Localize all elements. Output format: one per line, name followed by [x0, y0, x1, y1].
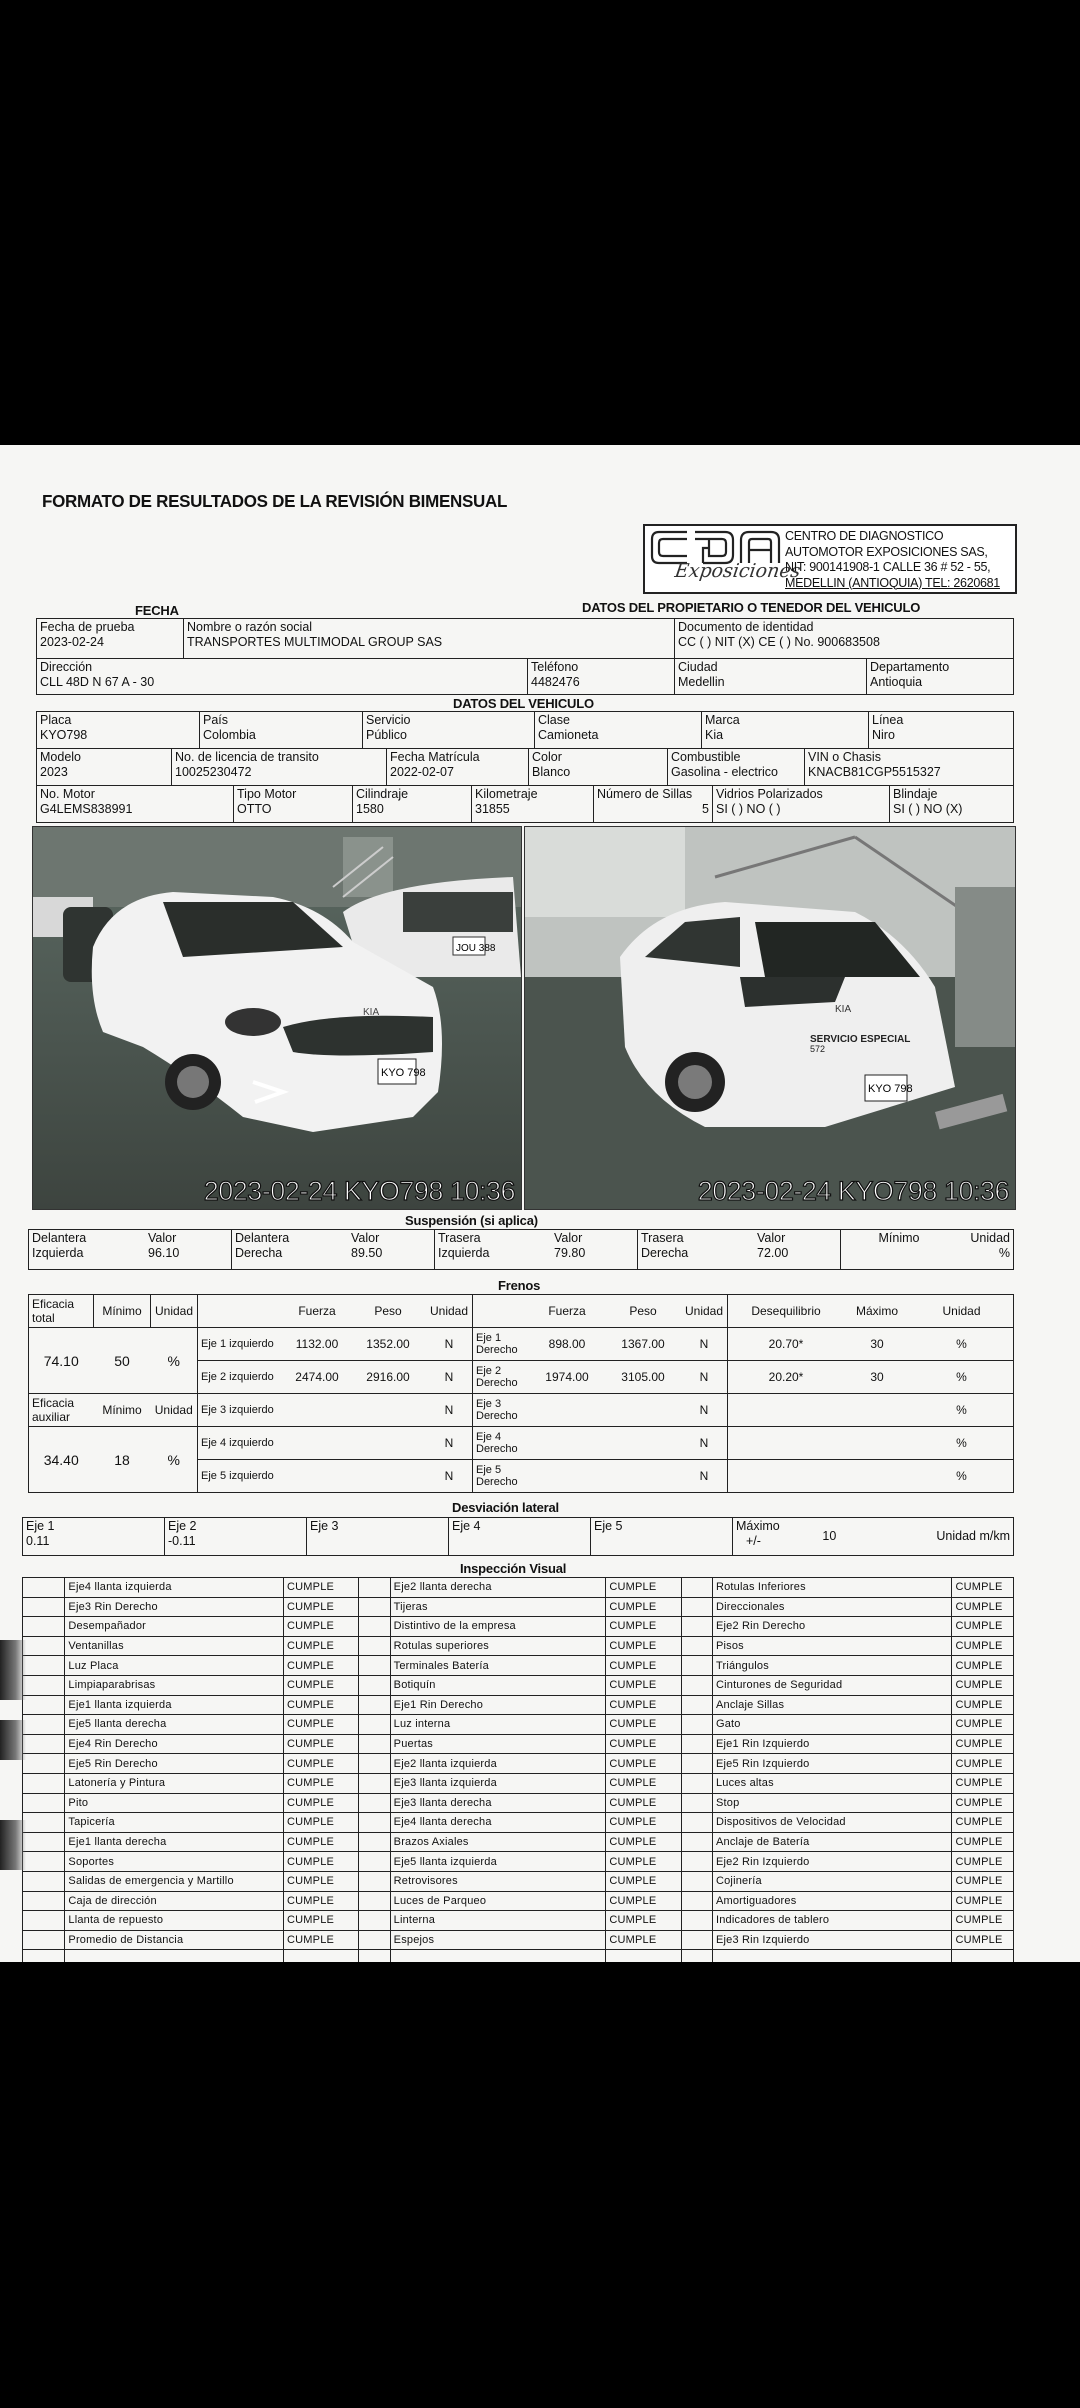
- header-peso-left: Peso: [350, 1295, 426, 1328]
- eficacia-auxiliar-minimo: 18: [94, 1427, 151, 1493]
- inspection-result: CUMPLE: [952, 1911, 1014, 1931]
- inspection-item: Luz interna: [390, 1715, 606, 1735]
- inspection-item: Salidas de emergencia y Martillo: [65, 1871, 284, 1891]
- page-edge-shadow: [0, 1640, 26, 1700]
- eficacia-total-minimo: 50: [94, 1328, 151, 1394]
- header-maximo: Máximo: [844, 1295, 910, 1328]
- logo-line: CENTRO DE DIAGNOSTICO: [785, 529, 944, 543]
- left-unit: N: [426, 1361, 473, 1394]
- right-fuerza: [529, 1460, 605, 1493]
- suspension-value: Valor 89.50: [348, 1230, 435, 1270]
- eficacia-auxiliar-label: Eficacia auxiliar: [29, 1394, 94, 1427]
- left-peso: 2916.00: [350, 1361, 426, 1394]
- inspection-result: CUMPLE: [284, 1813, 359, 1833]
- lateral-axle: Eje 5: [591, 1518, 733, 1556]
- inspection-result: CUMPLE: [284, 1773, 359, 1793]
- inspection-row: [23, 1793, 1014, 1813]
- desequilibrio-value: 20.70*: [728, 1328, 845, 1361]
- inspection-result: CUMPLE: [284, 1754, 359, 1774]
- inspection-item: Eje2 Rin Derecho: [712, 1617, 951, 1637]
- inspection-row: [23, 1813, 1014, 1833]
- photo-timestamp: 2023-02-24 KYO798 10:36: [697, 1176, 1009, 1206]
- inspection-result: CUMPLE: [952, 1773, 1014, 1793]
- field-documento: Documento de identidad CC ( ) NIT (X) CE ( ) No. 900683508: [675, 619, 1014, 659]
- section-inspeccion: Inspección Visual: [460, 1561, 567, 1576]
- inspection-item: Eje5 Rin Derecho: [65, 1754, 284, 1774]
- suspension-value: Valor 79.80: [551, 1230, 638, 1270]
- inspection-item: Eje4 llanta izquierda: [65, 1578, 284, 1598]
- inspection-result: CUMPLE: [606, 1911, 681, 1931]
- field-color: Color Blanco: [529, 749, 668, 786]
- left-fuerza: [284, 1394, 350, 1427]
- inspection-result: CUMPLE: [952, 1832, 1014, 1852]
- inspection-item: Indicadores de tablero: [712, 1911, 951, 1931]
- inspection-item: Luz Placa: [65, 1656, 284, 1676]
- brake-axle-row: [29, 1328, 1014, 1361]
- right-fuerza: [529, 1394, 605, 1427]
- inspection-item: Anclaje Sillas: [712, 1695, 951, 1715]
- photo-timestamp: 2023-02-24 KYO798 10:36: [203, 1176, 515, 1206]
- inspection-row: [23, 1891, 1014, 1911]
- deseq-unit: %: [910, 1394, 1014, 1427]
- inspection-result: CUMPLE: [952, 1715, 1014, 1735]
- vehicle-table-row2: [36, 748, 1014, 786]
- inspection-row: [23, 1911, 1014, 1931]
- field-modelo: Modelo 2023: [37, 749, 172, 786]
- inspection-result: CUMPLE: [952, 1597, 1014, 1617]
- page-edge-shadow: [0, 1720, 26, 1760]
- inspection-item: Soportes: [65, 1852, 284, 1872]
- right-peso: [605, 1427, 681, 1460]
- inspection-result: CUMPLE: [952, 1578, 1014, 1598]
- inspection-result: CUMPLE: [606, 1891, 681, 1911]
- lateral-maximo-value: 10: [809, 1518, 850, 1556]
- inspection-table: [22, 1577, 1014, 1970]
- inspection-result: CUMPLE: [284, 1871, 359, 1891]
- inspection-result: CUMPLE: [606, 1695, 681, 1715]
- inspection-row: [23, 1578, 1014, 1598]
- inspection-item: Tijeras: [390, 1597, 606, 1617]
- inspection-item: Anclaje de Batería: [712, 1832, 951, 1852]
- left-axle-label: Eje 1 izquierdo: [198, 1328, 285, 1361]
- inspection-row: [23, 1832, 1014, 1852]
- field-clase: Clase Camioneta: [535, 712, 702, 749]
- header-fuerza-right: Fuerza: [529, 1295, 605, 1328]
- maximo-value: 30: [844, 1361, 910, 1394]
- inspection-result: CUMPLE: [606, 1813, 681, 1833]
- inspection-row: [23, 1617, 1014, 1637]
- inspection-item: Cojinería: [712, 1871, 951, 1891]
- inspection-result: CUMPLE: [284, 1617, 359, 1637]
- header-unidad-deseq: Unidad: [910, 1295, 1014, 1328]
- right-axle-label: Eje 4 Derecho: [473, 1427, 530, 1460]
- desequilibrio-value: [728, 1394, 845, 1427]
- brake-axle-row: [29, 1427, 1014, 1460]
- field-ciudad: Ciudad Medellin: [675, 659, 867, 695]
- inspection-result: CUMPLE: [606, 1734, 681, 1754]
- inspection-item: Eje2 llanta derecha: [390, 1578, 606, 1598]
- inspection-result: CUMPLE: [606, 1793, 681, 1813]
- lateral-unidad: Unidad m/km: [850, 1518, 1014, 1556]
- inspection-item: Puertas: [390, 1734, 606, 1754]
- eficacia-total-unidad: %: [151, 1328, 198, 1394]
- vehicle-table-row1: [36, 711, 1014, 749]
- left-unit: N: [426, 1460, 473, 1493]
- inspection-result: CUMPLE: [606, 1656, 681, 1676]
- inspection-item: Caja de dirección: [65, 1891, 284, 1911]
- inspection-row: [23, 1675, 1014, 1695]
- eficacia-total-value: 74.10: [29, 1328, 94, 1394]
- page-edge-shadow: [0, 1820, 26, 1870]
- field-vidrios: Vidrios Polarizados SI ( ) NO ( ): [713, 786, 890, 823]
- inspection-result: CUMPLE: [284, 1656, 359, 1676]
- lateral-axle: Eje 3: [307, 1518, 449, 1556]
- inspection-item: Eje3 llanta derecha: [390, 1793, 606, 1813]
- logo-line: MEDELLIN (ANTIOQUIA) TEL: 2620681: [785, 575, 1000, 590]
- field-cilindraje: Cilindraje 1580: [353, 786, 472, 823]
- field-linea: Línea Niro: [869, 712, 1014, 749]
- right-axle-label: Eje 2 Derecho: [473, 1361, 530, 1394]
- inspection-row: [23, 1754, 1014, 1774]
- vehicle-photo-rear: [524, 826, 1016, 1210]
- inspection-item: Eje1 llanta derecha: [65, 1832, 284, 1852]
- inspection-item: Eje3 Rin Izquierdo: [712, 1930, 951, 1950]
- suspension-value: Valor 72.00: [754, 1230, 841, 1270]
- inspection-result: CUMPLE: [284, 1930, 359, 1950]
- deseq-unit: %: [910, 1361, 1014, 1394]
- inspection-item: Brazos Axiales: [390, 1832, 606, 1852]
- right-peso: 3105.00: [605, 1361, 681, 1394]
- section-vehiculo: DATOS DEL VEHICULO: [453, 696, 594, 711]
- inspection-result: CUMPLE: [606, 1773, 681, 1793]
- rear-car-image: [525, 827, 1015, 1209]
- cda-logo-box: [643, 524, 1017, 594]
- field-combustible: Combustible Gasolina - electrico: [668, 749, 805, 786]
- inspection-item: Eje2 llanta izquierda: [390, 1754, 606, 1774]
- inspection-result: CUMPLE: [952, 1871, 1014, 1891]
- inspection-result: CUMPLE: [284, 1852, 359, 1872]
- inspection-result: CUMPLE: [284, 1832, 359, 1852]
- inspection-result: CUMPLE: [606, 1871, 681, 1891]
- inspection-item: Eje1 Rin Derecho: [390, 1695, 606, 1715]
- left-peso: [350, 1460, 426, 1493]
- right-axle-label: Eje 1 Derecho: [473, 1328, 530, 1361]
- inspection-item: Luces de Parqueo: [390, 1891, 606, 1911]
- field-sillas: Número de Sillas 5: [594, 786, 713, 823]
- eficacia-auxiliar-unidad: %: [151, 1427, 198, 1493]
- rear-number-text: 572: [810, 1044, 826, 1054]
- section-suspension: Suspensión (si aplica): [405, 1213, 538, 1228]
- rear-brand-text: KIA: [835, 1004, 852, 1015]
- logo-line: NIT: 900141908-1 CALLE 36 # 52 - 55,: [785, 560, 991, 574]
- front-plate-text: KYO 798: [381, 1067, 426, 1079]
- inspection-result: CUMPLE: [952, 1675, 1014, 1695]
- right-unit: N: [681, 1394, 728, 1427]
- vehicle-photo-front: [32, 826, 522, 1210]
- inspection-result: CUMPLE: [284, 1636, 359, 1656]
- left-axle-label: Eje 5 izquierdo: [198, 1460, 285, 1493]
- inspection-result: CUMPLE: [606, 1832, 681, 1852]
- inspection-result: CUMPLE: [952, 1754, 1014, 1774]
- field-placa: Placa KYO798: [37, 712, 200, 749]
- inspection-row: [23, 1773, 1014, 1793]
- inspection-result: CUMPLE: [284, 1734, 359, 1754]
- inspection-item: Linterna: [390, 1911, 606, 1931]
- right-axle-label: Eje 3 Derecho: [473, 1394, 530, 1427]
- maximo-value: [844, 1427, 910, 1460]
- inspection-item: Limpiaparabrisas: [65, 1675, 284, 1695]
- inspection-result: CUMPLE: [606, 1636, 681, 1656]
- inspection-item: Botiquín: [390, 1675, 606, 1695]
- inspection-item: Eje2 Rin Izquierdo: [712, 1852, 951, 1872]
- inspection-row: [23, 1930, 1014, 1950]
- front-brand-text: KIA: [363, 1007, 380, 1018]
- inspection-result: CUMPLE: [952, 1656, 1014, 1676]
- suspension-position: Delantera Derecha: [232, 1230, 349, 1270]
- right-axle-label: Eje 5 Derecho: [473, 1460, 530, 1493]
- inspection-item: Eje3 llanta izquierda: [390, 1773, 606, 1793]
- brakes-table: [28, 1294, 1014, 1493]
- field-blindaje: Blindaje SI ( ) NO (X): [890, 786, 1014, 823]
- right-fuerza: [529, 1427, 605, 1460]
- inspection-item: Dispositivos de Velocidad: [712, 1813, 951, 1833]
- right-unit: N: [681, 1427, 728, 1460]
- right-unit: N: [681, 1361, 728, 1394]
- field-nombre: Nombre o razón social TRANSPORTES MULTIMODAL GROUP SAS: [184, 619, 675, 659]
- right-unit: N: [681, 1460, 728, 1493]
- inspection-result: CUMPLE: [284, 1578, 359, 1598]
- inspection-item: Direccionales: [712, 1597, 951, 1617]
- inspection-item: Llanta de repuesto: [65, 1911, 284, 1931]
- other-plate-text: JOU 388: [456, 943, 496, 954]
- inspection-item: Eje1 Rin Izquierdo: [712, 1734, 951, 1754]
- inspection-item: Eje4 Rin Derecho: [65, 1734, 284, 1754]
- deseq-unit: %: [910, 1460, 1014, 1493]
- inspection-result: CUMPLE: [284, 1891, 359, 1911]
- inspection-result: CUMPLE: [952, 1636, 1014, 1656]
- suspension-position: Delantera Izquierda: [29, 1230, 146, 1270]
- inspection-result: CUMPLE: [606, 1930, 681, 1950]
- header-unidad-left: Unidad: [426, 1295, 473, 1328]
- inspection-item: Ventanillas: [65, 1636, 284, 1656]
- eficacia-auxiliar-value: 34.40: [29, 1427, 94, 1493]
- inspection-item: Tapicería: [65, 1813, 284, 1833]
- inspection-result: CUMPLE: [606, 1578, 681, 1598]
- header-desequilibrio: Desequilibrio: [728, 1295, 845, 1328]
- inspection-row: [23, 1656, 1014, 1676]
- suspension-position: Trasera Derecha: [638, 1230, 755, 1270]
- deseq-unit: %: [910, 1427, 1014, 1460]
- inspection-item: Desempañador: [65, 1617, 284, 1637]
- brake-axle-row: [29, 1394, 1014, 1427]
- suspension-value: Valor 96.10: [145, 1230, 232, 1270]
- owner-table: [36, 618, 1014, 695]
- left-peso: 1352.00: [350, 1328, 426, 1361]
- inspection-result: CUMPLE: [952, 1793, 1014, 1813]
- header-fuerza-left: Fuerza: [284, 1295, 350, 1328]
- inspection-item: Pito: [65, 1793, 284, 1813]
- inspection-item: Distintivo de la empresa: [390, 1617, 606, 1637]
- deseq-unit: %: [910, 1328, 1014, 1361]
- front-car-image: [33, 827, 521, 1209]
- inspection-result: CUMPLE: [606, 1754, 681, 1774]
- inspection-row: [23, 1636, 1014, 1656]
- inspection-row: [23, 1597, 1014, 1617]
- inspection-item: Rotulas Inferiores: [712, 1578, 951, 1598]
- field-kilometraje: Kilometraje 31855: [472, 786, 594, 823]
- inspection-result: CUMPLE: [952, 1813, 1014, 1833]
- left-axle-label: Eje 4 izquierdo: [198, 1427, 285, 1460]
- inspection-result: CUMPLE: [606, 1617, 681, 1637]
- screen-bottom-background: [0, 1962, 1080, 2408]
- field-marca: Marca Kia: [702, 712, 869, 749]
- left-unit: N: [426, 1394, 473, 1427]
- field-pais: País Colombia: [200, 712, 363, 749]
- field-servicio: Servicio Público: [363, 712, 535, 749]
- lateral-axle: Eje 1 0.11: [23, 1518, 165, 1556]
- inspection-item: Eje5 llanta izquierda: [390, 1852, 606, 1872]
- inspection-result: CUMPLE: [952, 1891, 1014, 1911]
- inspection-item: Retrovisores: [390, 1871, 606, 1891]
- suspension-minimo: Mínimo: [841, 1230, 958, 1270]
- lateral-maximo-label: Máximo +/-: [733, 1518, 810, 1556]
- inspection-item: Gato: [712, 1715, 951, 1735]
- left-axle-label: Eje 2 izquierdo: [198, 1361, 285, 1394]
- inspection-result: CUMPLE: [284, 1793, 359, 1813]
- left-fuerza: 2474.00: [284, 1361, 350, 1394]
- field-departamento: Departamento Antioquia: [867, 659, 1014, 695]
- maximo-value: [844, 1394, 910, 1427]
- inspection-result: CUMPLE: [606, 1715, 681, 1735]
- left-fuerza: [284, 1460, 350, 1493]
- desequilibrio-value: 20.20*: [728, 1361, 845, 1394]
- inspection-item: Eje1 llanta izquierda: [65, 1695, 284, 1715]
- inspection-result: CUMPLE: [284, 1911, 359, 1931]
- left-axle-label: Eje 3 izquierdo: [198, 1394, 285, 1427]
- field-direccion: Dirección CLL 48D N 67 A - 30: [37, 659, 528, 695]
- field-tipo-motor: Tipo Motor OTTO: [234, 786, 353, 823]
- left-fuerza: [284, 1427, 350, 1460]
- suspension-table: [28, 1229, 1014, 1270]
- inspection-result: CUMPLE: [606, 1597, 681, 1617]
- desequilibrio-value: [728, 1427, 845, 1460]
- inspection-result: CUMPLE: [606, 1675, 681, 1695]
- inspection-row: [23, 1852, 1014, 1872]
- header-peso-right: Peso: [605, 1295, 681, 1328]
- inspection-result: CUMPLE: [952, 1617, 1014, 1637]
- suspension-unidad: Unidad %: [957, 1230, 1014, 1270]
- right-fuerza: 898.00: [529, 1328, 605, 1361]
- inspection-result: CUMPLE: [284, 1695, 359, 1715]
- inspection-item: Espejos: [390, 1930, 606, 1950]
- inspection-item: Amortiguadores: [712, 1891, 951, 1911]
- left-unit: N: [426, 1328, 473, 1361]
- field-fecha-prueba: Fecha de prueba 2023-02-24: [37, 619, 184, 659]
- inspection-item: Triángulos: [712, 1656, 951, 1676]
- right-fuerza: 1974.00: [529, 1361, 605, 1394]
- inspection-item: Cinturones de Seguridad: [712, 1675, 951, 1695]
- section-desviacion: Desviación lateral: [452, 1500, 559, 1515]
- inspection-row: [23, 1715, 1014, 1735]
- field-licencia: No. de licencia de transito 10025230472: [172, 749, 387, 786]
- inspection-item: Pisos: [712, 1636, 951, 1656]
- right-peso: [605, 1460, 681, 1493]
- inspection-result: CUMPLE: [952, 1695, 1014, 1715]
- maximo-value: [844, 1460, 910, 1493]
- inspection-result: CUMPLE: [952, 1930, 1014, 1950]
- inspection-result: CUMPLE: [952, 1852, 1014, 1872]
- inspection-item: Terminales Batería: [390, 1656, 606, 1676]
- eficacia-total-unidad-label: Unidad: [151, 1295, 198, 1328]
- inspection-result: CUMPLE: [284, 1675, 359, 1695]
- inspection-row: [23, 1871, 1014, 1891]
- left-peso: [350, 1394, 426, 1427]
- left-unit: N: [426, 1427, 473, 1460]
- inspection-item: Eje5 Rin Izquierdo: [712, 1754, 951, 1774]
- inspection-result: CUMPLE: [284, 1597, 359, 1617]
- section-fecha: FECHA: [135, 603, 179, 618]
- rear-plate-text: KYO 798: [868, 1083, 913, 1095]
- inspection-item: Luces altas: [712, 1773, 951, 1793]
- field-telefono: Teléfono 4482476: [528, 659, 675, 695]
- inspection-item: Stop: [712, 1793, 951, 1813]
- eficacia-total-label: Eficacia total: [29, 1295, 94, 1328]
- section-frenos: Frenos: [498, 1278, 541, 1293]
- inspection-item: Eje3 Rin Derecho: [65, 1597, 284, 1617]
- inspection-row: [23, 1695, 1014, 1715]
- inspection-result: CUMPLE: [952, 1734, 1014, 1754]
- right-peso: [605, 1394, 681, 1427]
- eficacia-auxiliar-unidad-label: Unidad: [151, 1394, 198, 1427]
- inspection-item: Rotulas superiores: [390, 1636, 606, 1656]
- header-unidad-right: Unidad: [681, 1295, 728, 1328]
- left-peso: [350, 1427, 426, 1460]
- left-fuerza: 1132.00: [284, 1328, 350, 1361]
- inspection-item: Promedio de Distancia: [65, 1930, 284, 1950]
- lateral-table: [22, 1517, 1014, 1556]
- document-title: FORMATO DE RESULTADOS DE LA REVISIÓN BIMENSUAL: [42, 491, 508, 512]
- vehicle-table-row3: [36, 785, 1014, 823]
- right-unit: N: [681, 1328, 728, 1361]
- inspection-item: Eje5 llanta derecha: [65, 1715, 284, 1735]
- inspection-item: Latonería y Pintura: [65, 1773, 284, 1793]
- rear-sign-text: SERVICIO ESPECIAL: [810, 1034, 911, 1045]
- maximo-value: 30: [844, 1328, 910, 1361]
- section-propietario: DATOS DEL PROPIETARIO O TENEDOR DEL VEHICULO: [582, 600, 921, 615]
- lateral-axle: Eje 2 -0.11: [165, 1518, 307, 1556]
- eficacia-total-minimo-label: Mínimo: [94, 1295, 151, 1328]
- inspection-row: [23, 1734, 1014, 1754]
- inspection-result: CUMPLE: [606, 1852, 681, 1872]
- field-fecha-matricula: Fecha Matrícula 2022-02-07: [387, 749, 529, 786]
- inspection-item: Eje4 llanta derecha: [390, 1813, 606, 1833]
- suspension-position: Trasera Izquierda: [435, 1230, 552, 1270]
- lateral-axle: Eje 4: [449, 1518, 591, 1556]
- eficacia-auxiliar-minimo-label: Mínimo: [94, 1394, 151, 1427]
- desequilibrio-value: [728, 1460, 845, 1493]
- field-motor: No. Motor G4LEMS838991: [37, 786, 234, 823]
- logo-line: AUTOMOTOR EXPOSICIONES SAS,: [785, 544, 988, 559]
- inspection-result: CUMPLE: [284, 1715, 359, 1735]
- right-peso: 1367.00: [605, 1328, 681, 1361]
- logo-script-text: Exposiciones: [673, 560, 802, 582]
- field-vin: VIN o Chasis KNACB81CGP5515327: [805, 749, 1014, 786]
- logo-company-info: [785, 529, 1000, 591]
